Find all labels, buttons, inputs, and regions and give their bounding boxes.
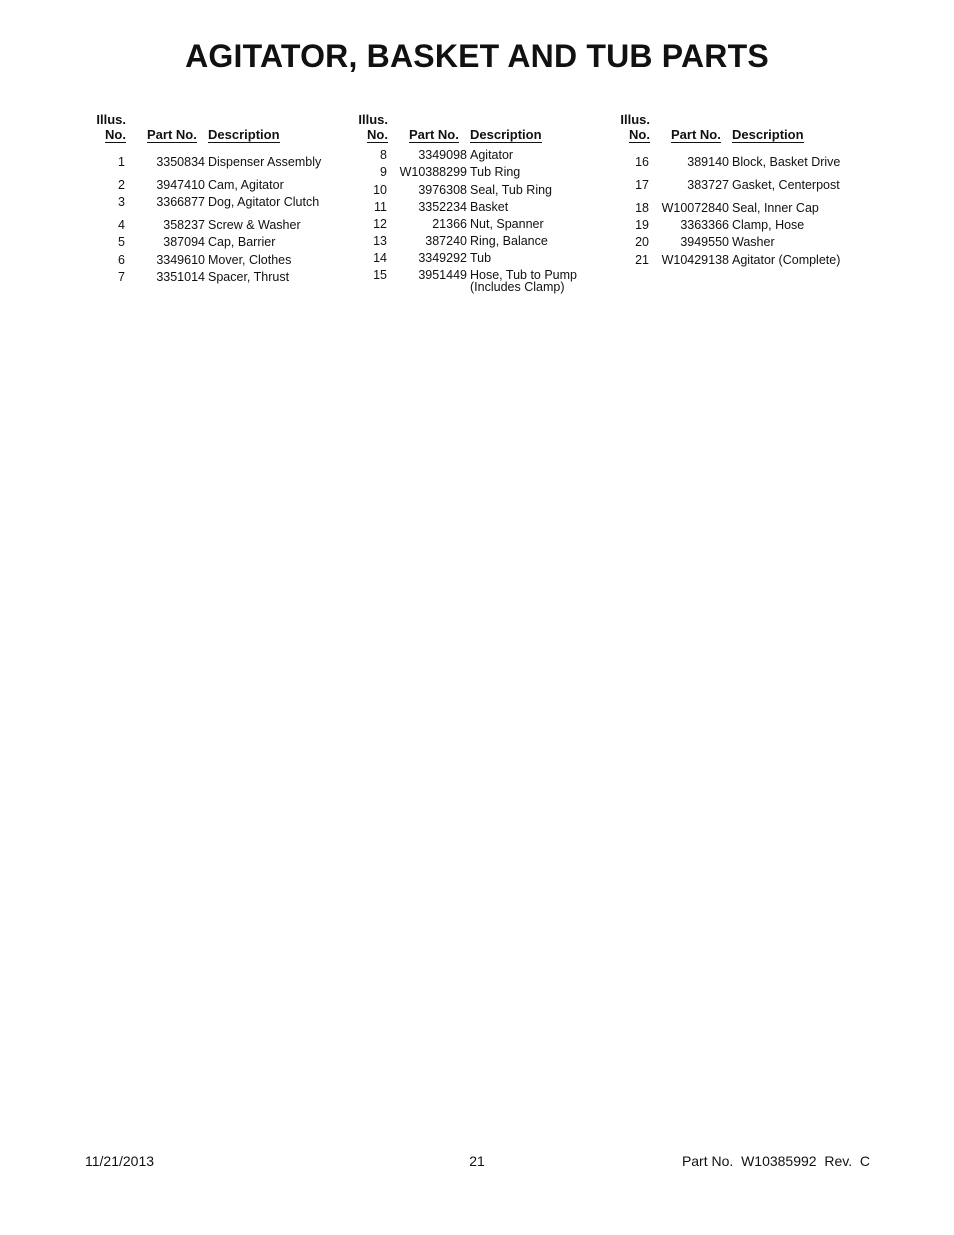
description-line: Ring, Balance bbox=[470, 234, 548, 248]
description-line: Mover, Clothes bbox=[208, 253, 292, 267]
footer-date: 11/21/2013 bbox=[85, 1153, 155, 1169]
part-number: 3349292 bbox=[418, 251, 467, 265]
illus-header-line1: Illus. bbox=[358, 112, 388, 127]
illus-number: 9 bbox=[380, 165, 387, 179]
part-description bbox=[470, 252, 610, 264]
illus-no-header bbox=[616, 112, 650, 143]
page-number: 21 bbox=[469, 1153, 485, 1169]
illus-number: 19 bbox=[635, 218, 649, 232]
parts-column-2 bbox=[354, 112, 604, 294]
description-line: (Includes Clamp) bbox=[470, 280, 565, 294]
part-number: 3352234 bbox=[418, 200, 467, 214]
part-description bbox=[732, 236, 872, 248]
column-header bbox=[354, 112, 604, 146]
illus-number: 15 bbox=[373, 268, 387, 282]
description-line: Washer bbox=[732, 235, 775, 249]
description-line: Nut, Spanner bbox=[470, 217, 544, 231]
description-line: Block, Basket Drive bbox=[732, 155, 841, 169]
description-line: Gasket, Centerpost bbox=[732, 178, 840, 192]
part-number: 21366 bbox=[432, 217, 467, 231]
illus-number: 17 bbox=[635, 178, 649, 192]
part-description bbox=[470, 269, 610, 293]
part-description bbox=[470, 166, 610, 178]
part-number: 3349610 bbox=[156, 253, 205, 267]
illus-header-line1: Illus. bbox=[96, 112, 126, 127]
description-line: Cam, Agitator bbox=[208, 178, 284, 192]
part-description bbox=[208, 254, 348, 266]
illus-number: 4 bbox=[118, 218, 125, 232]
part-number: 3350834 bbox=[156, 155, 205, 169]
column-header bbox=[616, 112, 866, 146]
description-header: Description bbox=[470, 127, 542, 142]
footer-part-number: Part No. W10385992 Rev. C bbox=[681, 1153, 870, 1169]
illus-number: 2 bbox=[118, 178, 125, 192]
description-line: Agitator bbox=[470, 148, 514, 162]
part-description bbox=[470, 184, 610, 196]
part-description bbox=[732, 202, 872, 214]
illus-number: 1 bbox=[118, 155, 125, 169]
part-description bbox=[208, 219, 348, 231]
part-description bbox=[732, 219, 872, 231]
parts-column-1 bbox=[92, 112, 342, 284]
illus-header-line1: Illus. bbox=[620, 112, 650, 127]
part-number: 387240 bbox=[425, 234, 467, 248]
part-description bbox=[470, 218, 610, 230]
description-line: Clamp, Hose bbox=[732, 218, 805, 232]
part-number: 3351014 bbox=[156, 270, 205, 284]
part-number: 3951449 bbox=[418, 268, 467, 282]
illus-no-header bbox=[92, 112, 126, 143]
illus-number: 13 bbox=[373, 234, 387, 248]
part-description bbox=[208, 271, 348, 283]
description-line: Hose, Tub to Pump bbox=[470, 268, 578, 282]
description-line: Screw & Washer bbox=[208, 218, 301, 232]
description-line: Dog, Agitator Clutch bbox=[208, 195, 320, 209]
part-description bbox=[208, 196, 348, 208]
illus-number: 16 bbox=[635, 155, 649, 169]
illus-number: 8 bbox=[380, 148, 387, 162]
part-number: 387094 bbox=[163, 235, 205, 249]
part-number: W10388299 bbox=[399, 165, 467, 179]
description-line: Cap, Barrier bbox=[208, 235, 276, 249]
illus-header-line2: No. bbox=[105, 127, 126, 142]
illus-number: 3 bbox=[118, 195, 125, 209]
part-number: W10429138 bbox=[661, 253, 729, 267]
description-header: Description bbox=[732, 127, 804, 142]
illus-number: 14 bbox=[373, 251, 387, 265]
description-line: Basket bbox=[470, 200, 509, 214]
description-line: Spacer, Thrust bbox=[208, 270, 290, 284]
part-number: 3947410 bbox=[156, 178, 205, 192]
part-number: 3366877 bbox=[156, 195, 205, 209]
illus-number: 6 bbox=[118, 253, 125, 267]
description-line: Dispenser Assembly bbox=[208, 155, 322, 169]
part-description bbox=[732, 254, 872, 266]
description-header: Description bbox=[208, 127, 280, 142]
description-line: Seal, Tub Ring bbox=[470, 183, 552, 197]
illus-number: 12 bbox=[373, 217, 387, 231]
illus-number: 20 bbox=[635, 235, 649, 249]
part-no-header: Part No. bbox=[671, 127, 721, 142]
description-line: Tub bbox=[470, 251, 492, 265]
illus-number: 18 bbox=[635, 201, 649, 215]
part-description bbox=[470, 201, 610, 213]
illus-number: 7 bbox=[118, 270, 125, 284]
part-number: 3349098 bbox=[418, 148, 467, 162]
part-description bbox=[208, 179, 348, 191]
part-description bbox=[470, 149, 610, 161]
illus-header-line2: No. bbox=[629, 127, 650, 142]
illus-number: 10 bbox=[373, 183, 387, 197]
part-number: 3949550 bbox=[680, 235, 729, 249]
part-number: 383727 bbox=[687, 178, 729, 192]
part-number: 389140 bbox=[687, 155, 729, 169]
part-number: 358237 bbox=[163, 218, 205, 232]
illus-no-header bbox=[354, 112, 388, 143]
illus-number: 21 bbox=[635, 253, 649, 267]
description-line: Seal, Inner Cap bbox=[732, 201, 819, 215]
part-description bbox=[732, 179, 872, 191]
description-line: Tub Ring bbox=[470, 165, 521, 179]
illus-number: 11 bbox=[374, 200, 387, 214]
part-number: 3363366 bbox=[680, 218, 729, 232]
part-no-header: Part No. bbox=[147, 127, 197, 142]
parts-column-3 bbox=[616, 112, 866, 267]
part-description bbox=[470, 235, 610, 247]
description-line: Agitator (Complete) bbox=[732, 253, 841, 267]
part-number: W10072840 bbox=[661, 201, 729, 215]
part-no-header: Part No. bbox=[409, 127, 459, 142]
part-description bbox=[208, 236, 348, 248]
column-header bbox=[92, 112, 342, 146]
part-description bbox=[208, 156, 348, 168]
illus-header-line2: No. bbox=[367, 127, 388, 142]
part-number: 3976308 bbox=[418, 183, 467, 197]
part-description bbox=[732, 156, 872, 168]
illus-number: 5 bbox=[118, 235, 125, 249]
page-title: AGITATOR, BASKET AND TUB PARTS bbox=[185, 38, 769, 74]
